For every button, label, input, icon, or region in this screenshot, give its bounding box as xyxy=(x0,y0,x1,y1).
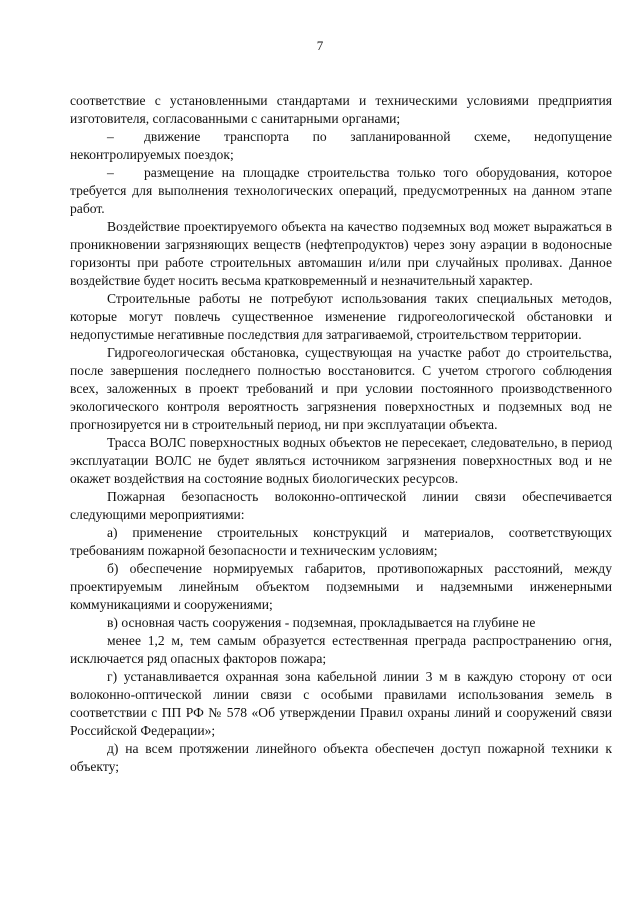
list-item xyxy=(70,128,612,164)
page-number: 7 xyxy=(316,38,324,53)
paragraph: в) основная часть сооружения - подземная, прокладывается на глубине не xyxy=(107,615,536,630)
paragraph: д) на всем протяжении линейного объекта обеспечен доступ пожарной техники к объекту; xyxy=(70,741,612,774)
list-item-text: размещение на площадке строительства только того оборудования, которое требуется для выполнения технологических операций, предусмотренных на данном этапе работ. xyxy=(70,165,612,216)
body-text xyxy=(70,92,612,776)
paragraph: Пожарная безопасность волоконно-оптической линии связи обеспечивается следующими мероприятиями: xyxy=(70,489,612,522)
paragraph: Воздействие проектируемого объекта на качество подземных вод может выражаться в проникновении загрязняющих веществ (нефтепродуктов) через зону аэрации в водоносные горизонты при работе строительных автомашин и/или при случайных проливах. Данное воздействие будет носить весьма кратковременный и незначительный характер. xyxy=(70,219,612,288)
paragraph: Трасса ВОЛС поверхностных водных объектов не пересекает, следовательно, в период эксплуатации ВОЛС не будет являться источником загрязнения поверхностных вод и не окажет воздействия на состояние водных биологических ресурсов. xyxy=(70,435,612,486)
paragraph: соответствие с установленными стандартами и техническими условиями предприятия изготовителя, согласованными с санитарными органами; xyxy=(70,93,612,126)
paragraph: г) устанавливается охранная зона кабельной линии 3 м в каждую сторону от оси волоконно-оптической линии связи с особыми правилами использования земель в соответствии с ПП РФ № 578 «Об утверждении Правил охраны линий и сооружений связи Российской Федерации»; xyxy=(70,669,612,738)
list-dash-marker: – xyxy=(107,165,114,180)
paragraph: менее 1,2 м, тем самым образуется естественная преграда распространению огня, исключается ряд опасных факторов пожара; xyxy=(70,633,612,666)
paragraph: Гидрогеологическая обстановка, существующая на участке работ до строительства, после завершения последнего полностью восстановится. С учетом строгого соблюдения всех, заложенных в проект требований и при условии постоянного производственного экологического контроля вероятность загрязнения поверхностных и подземных вод не прогнозируется ни в строительный период, ни при эксплуатации объекта. xyxy=(70,345,612,432)
paragraph: Строительные работы не потребуют использования таких специальных методов, которые могут повлечь существенное изменение гидрогеологической обстановки и недопустимые негативные последствия для затрагиваемой, строительством территории. xyxy=(70,291,612,342)
list-item xyxy=(70,164,612,218)
paragraph: а) применение строительных конструкций и материалов, соответствующих требованиям пожарной безопасности и техническим условиям; xyxy=(70,525,612,558)
list-dash-marker: – xyxy=(107,129,114,144)
paragraph: б) обеспечение нормируемых габаритов, противопожарных расстояний, между проектируемым линейным объектом подземными и надземными инженерными коммуникациями и сооружениями; xyxy=(70,561,612,612)
list-item-text: движение транспорта по запланированной схеме, недопущение неконтролируемых поездок; xyxy=(70,129,612,162)
